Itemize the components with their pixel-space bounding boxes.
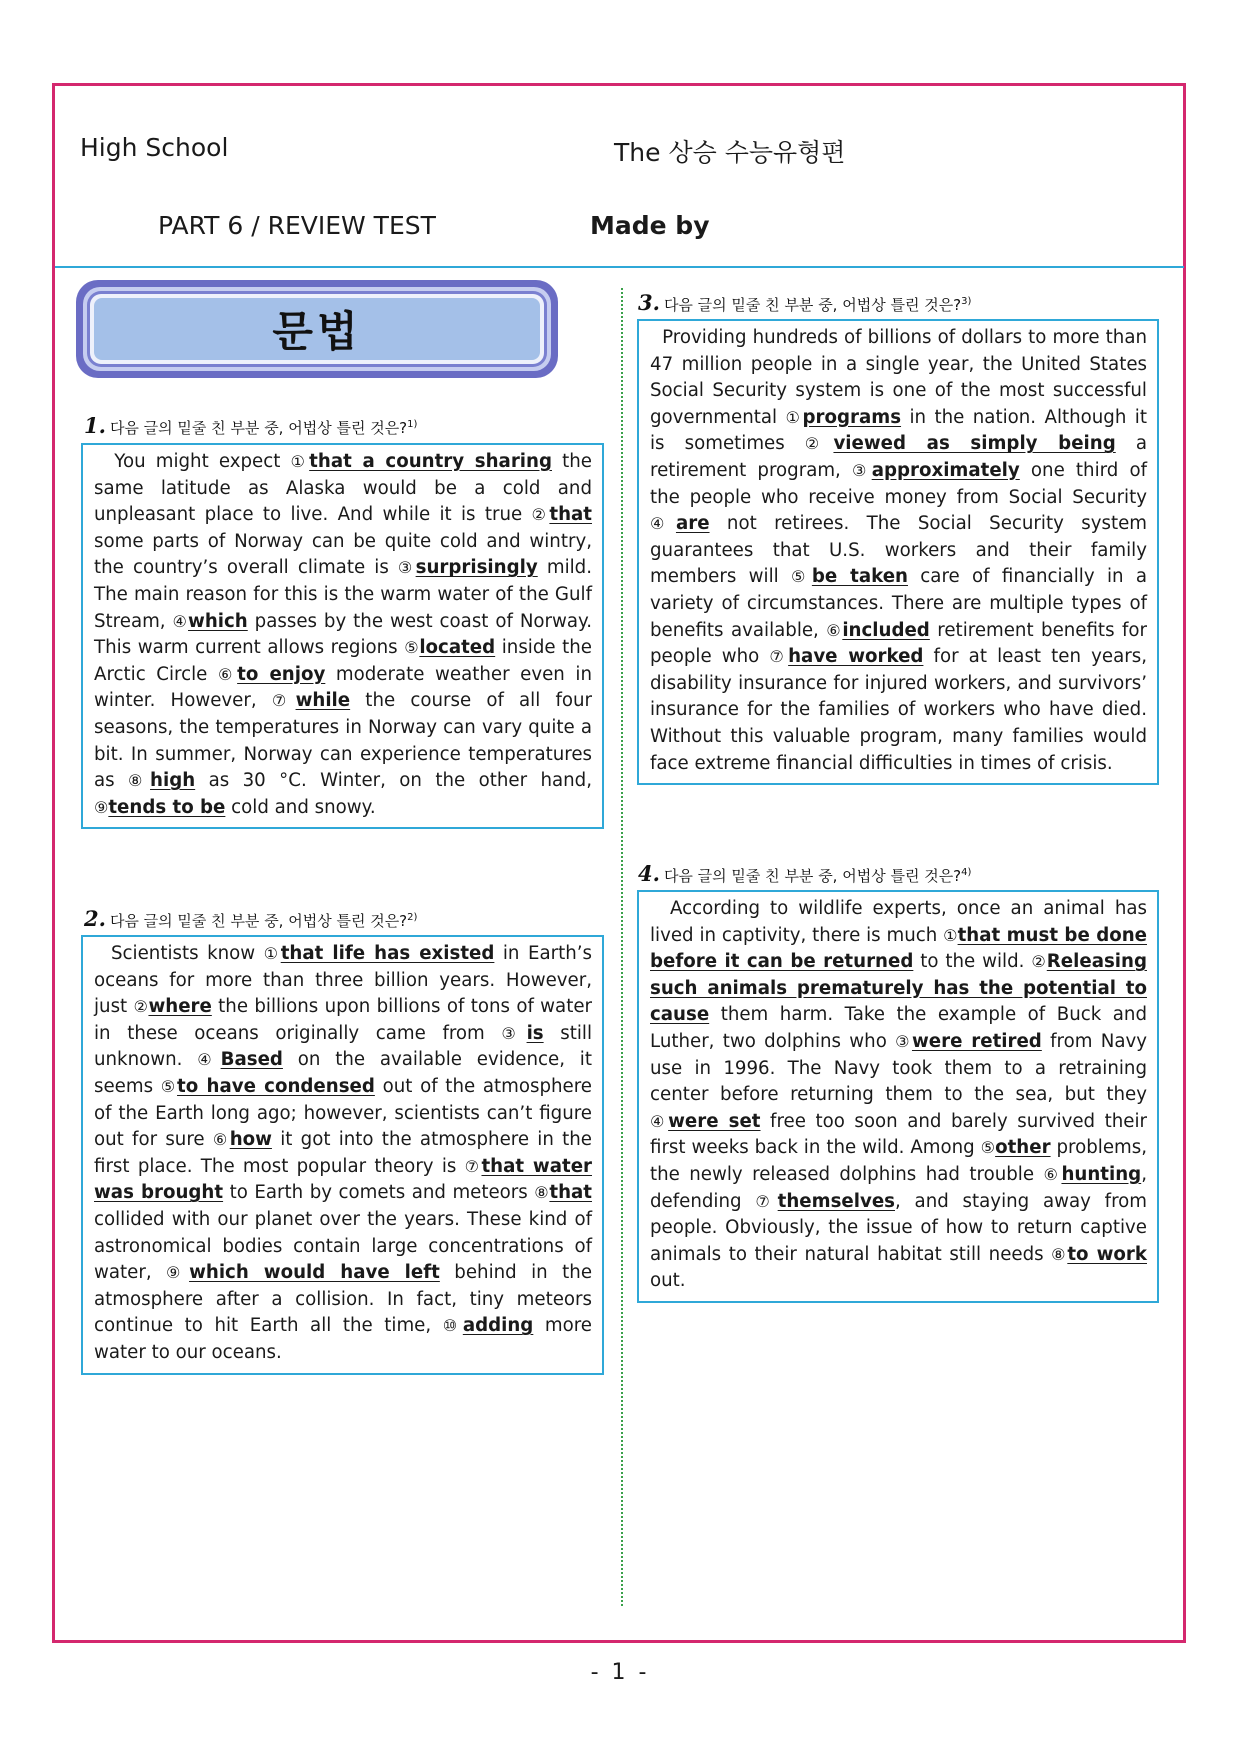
passage-text: free too soon and barely survived their first weeks back in the wild. Among — [650, 1110, 1147, 1159]
question-prompt: 다음 글의 밑줄 친 부분 중, 어법상 틀린 것은? — [663, 296, 962, 314]
column-divider — [621, 288, 623, 1606]
choice-marker: ⑧ — [1051, 1244, 1068, 1264]
underlined-choice: to have condensed — [177, 1075, 375, 1097]
choice-marker: ⑦ — [769, 647, 789, 667]
choice-marker: ⑥ — [1043, 1164, 1062, 1184]
passage-text: one third of the people who receive money from Social Security — [650, 459, 1147, 508]
choice-marker: ⑩ — [442, 1316, 463, 1336]
question-2-heading — [84, 906, 417, 931]
underlined-choice: that must be done before it can be returned — [650, 924, 1147, 973]
passage-text: to the wild. — [913, 951, 1032, 973]
underlined-choice: high — [150, 770, 196, 792]
underlined-choice: programs — [802, 406, 902, 428]
underlined-choice: which would have left — [189, 1262, 440, 1284]
choice-marker: ① — [943, 925, 958, 945]
choice-marker: ⑦ — [755, 1191, 778, 1211]
question-3-heading — [638, 290, 971, 315]
choice-marker: ④ — [650, 1111, 669, 1131]
choice-marker: ⑥ — [212, 1130, 230, 1150]
underlined-choice: located — [419, 637, 496, 659]
part-label: PART 6 / REVIEW TEST — [158, 211, 436, 240]
underlined-choice: adding — [462, 1315, 534, 1337]
underlined-choice: viewed as simply being — [833, 433, 1116, 455]
underlined-choice: themselves — [777, 1190, 895, 1212]
underlined-choice: that — [549, 1182, 592, 1204]
choice-marker: ④ — [172, 611, 189, 631]
choice-marker: ⑤ — [980, 1138, 996, 1158]
passage-text: it got into the atmosphere in the first place. The most popular theory is — [94, 1129, 592, 1177]
underlined-choice: which — [188, 610, 248, 632]
passage-text: Providing hundreds of billions of dollars to more than 47 million people in a single year, the United States Social Security system is one of the most successful governmental — [650, 327, 1147, 428]
underlined-choice: surprisingly — [415, 557, 538, 579]
choice-marker: ③ — [851, 460, 872, 480]
passage-text: not retirees. The Social Security system guarantees that U.S. workers and their family members will — [650, 513, 1147, 588]
passage-text: inside the Arctic Circle — [94, 637, 592, 685]
passage-text: from Navy use in 1996. The Navy took them to a retraining center before returning them to the sea, but they — [650, 1030, 1148, 1106]
underlined-choice: that a country sharing — [309, 451, 552, 472]
choice-marker: ⑨ — [94, 797, 109, 817]
underlined-choice: tends to be — [108, 796, 226, 818]
choice-marker: ④ — [650, 514, 676, 534]
question-2-passage — [81, 935, 604, 1375]
choice-marker: ⑧ — [128, 771, 151, 791]
section-title-badge — [76, 280, 558, 378]
underlined-choice: is — [526, 1022, 544, 1044]
underlined-choice: that life has existed — [280, 943, 495, 964]
question-number: 1. — [84, 413, 106, 438]
made-by-label: Made by — [590, 211, 710, 240]
choice-marker: ③ — [501, 1023, 527, 1043]
passage-text: still unknown. — [94, 1022, 592, 1071]
choice-marker: ④ — [197, 1050, 221, 1070]
underlined-choice: included — [842, 619, 930, 641]
underlined-choice: that — [549, 504, 592, 526]
passage-text: care of financially in a variety of circumstances. There are multiple types of benefits available, — [650, 566, 1147, 641]
section-title: 문법 — [94, 298, 540, 360]
passage-text: more water to our oceans. — [94, 1315, 592, 1363]
passage-text: behind in the atmosphere after a collision. In fact, tiny meteors continue to hit Earth all the time, — [94, 1262, 593, 1337]
passage-text: to Earth by comets and meteors — [223, 1182, 535, 1204]
choice-marker: ② — [133, 997, 149, 1017]
passage-text: out. — [650, 1270, 686, 1292]
question-4-passage — [637, 890, 1159, 1303]
question-prompt: 다음 글의 밑줄 친 부분 중, 어법상 틀린 것은? — [109, 419, 408, 437]
underlined-choice: hunting — [1061, 1163, 1142, 1185]
passage-text: Scientists know — [111, 943, 264, 964]
choice-marker: ③ — [397, 558, 416, 578]
question-prompt: 다음 글의 밑줄 친 부분 중, 어법상 틀린 것은? — [109, 912, 408, 930]
choice-marker: ⑥ — [217, 664, 238, 684]
underlined-choice: to work — [1067, 1243, 1147, 1265]
question-number: 3. — [638, 290, 660, 315]
choice-marker: ① — [263, 944, 281, 963]
question-prompt: 다음 글의 밑줄 친 부분 중, 어법상 틀린 것은? — [663, 867, 962, 885]
passage-text: You might expect — [114, 451, 291, 472]
question-4-heading — [638, 861, 971, 886]
question-number: 2. — [84, 906, 106, 931]
choice-marker: ② — [804, 434, 834, 454]
passage-text: collided with our planet over the years. These kind of astronomical bodies contain large concentrations of water, — [94, 1208, 592, 1284]
choice-marker: ⑦ — [271, 691, 296, 711]
passage-text: , and staying away from people. Obviously, the issue of how to return captive animals to their natural habitat still needs — [650, 1190, 1147, 1265]
passage-text: in Earth’s oceans for more than three billion years. However, just — [94, 943, 592, 1018]
passage-text: in the nation. Although it is sometimes — [650, 406, 1147, 455]
question-3-passage — [637, 319, 1159, 785]
footnote-ref: 4) — [961, 867, 972, 878]
choice-marker: ① — [785, 407, 803, 427]
passage-text: problems, the newly released dolphins had trouble — [650, 1137, 1148, 1185]
choice-marker: ② — [1031, 952, 1047, 972]
choice-marker: ③ — [895, 1031, 912, 1051]
underlined-choice: Based — [220, 1049, 283, 1071]
footnote-ref: 1) — [407, 419, 418, 430]
underlined-choice: how — [229, 1129, 272, 1151]
choice-marker: ⑤ — [160, 1076, 178, 1096]
underlined-choice: be taken — [811, 566, 908, 588]
passage-text: retirement benefits for people who — [650, 619, 1148, 668]
choice-marker: ⑥ — [826, 620, 843, 640]
school-label: High School — [80, 133, 229, 162]
header-divider — [55, 266, 1184, 268]
underlined-choice: Releasing such animals prematurely has the potential to cause — [650, 951, 1147, 1026]
underlined-choice: that water was brought — [94, 1155, 592, 1204]
choice-marker: ② — [531, 505, 550, 525]
passage-text: , defending — [650, 1163, 1147, 1212]
underlined-choice: are — [675, 513, 710, 535]
passage-text: moderate weather even in winter. However, — [94, 663, 593, 712]
underlined-choice: to enjoy — [237, 663, 326, 685]
passage-text: them harm. Take the example of Buck and Luther, two dolphins who — [650, 1004, 1147, 1052]
choice-marker: ⑤ — [404, 638, 420, 658]
page-number: - 1 - — [590, 1660, 650, 1685]
question-number: 4. — [638, 861, 660, 886]
passage-text: for at least ten years, disability insurance for injured workers, and survivors’ insurance for the families of workers who have died. Without this valuable program, many families would face extreme financial difficulties in times of crisis. — [650, 646, 1147, 774]
passage-text: a retirement program, — [650, 433, 1147, 481]
question-1-heading — [84, 413, 417, 438]
passage-text: the billions upon billions of tons of water in these oceans originally came from — [94, 996, 593, 1044]
choice-marker: ⑨ — [166, 1263, 190, 1283]
passage-text: the course of all four seasons, the temperatures in Norway can vary quite a bit. In summer, Norway can experience temperatures as — [94, 690, 592, 792]
passage-text: According to wildlife experts, once an animal has lived in captivity, there is much — [650, 898, 1147, 946]
footnote-ref: 2) — [407, 912, 418, 923]
choice-marker: ⑤ — [791, 567, 812, 587]
underlined-choice: have worked — [788, 646, 924, 668]
underlined-choice: were set — [668, 1110, 761, 1132]
underlined-choice: other — [995, 1137, 1051, 1159]
underlined-choice: were retired — [911, 1030, 1042, 1052]
passage-text: out of the atmosphere of the Earth long ago; however, scientists can’t figure out for sure — [94, 1075, 592, 1151]
passage-text: the same latitude as Alaska would be a cold and unpleasant place to live. And while it is true — [94, 451, 592, 526]
footnote-ref: 3) — [961, 296, 972, 307]
passage-text: passes by the west coast of Norway. This warm current allows regions — [94, 610, 592, 659]
passage-text: as 30 °C. Winter, on the other hand, — [195, 770, 593, 792]
passage-text: some parts of Norway can be quite cold and wintry, the country’s overall climate is — [94, 530, 592, 579]
question-1-passage — [81, 443, 604, 829]
underlined-choice: where — [148, 996, 212, 1018]
choice-marker: ⑦ — [464, 1156, 482, 1176]
passage-text: mild. The main reason for this is the warm water of the Gulf Stream, — [94, 557, 592, 632]
underlined-choice: approximately — [871, 459, 1020, 481]
passage-text: cold and snowy. — [225, 796, 376, 818]
choice-marker: ① — [290, 452, 310, 471]
passage-text: on the available evidence, it seems — [94, 1049, 592, 1097]
underlined-choice: while — [295, 690, 351, 712]
choice-marker: ⑧ — [534, 1183, 550, 1203]
book-title: The 상승 수능유형편 — [614, 138, 846, 167]
